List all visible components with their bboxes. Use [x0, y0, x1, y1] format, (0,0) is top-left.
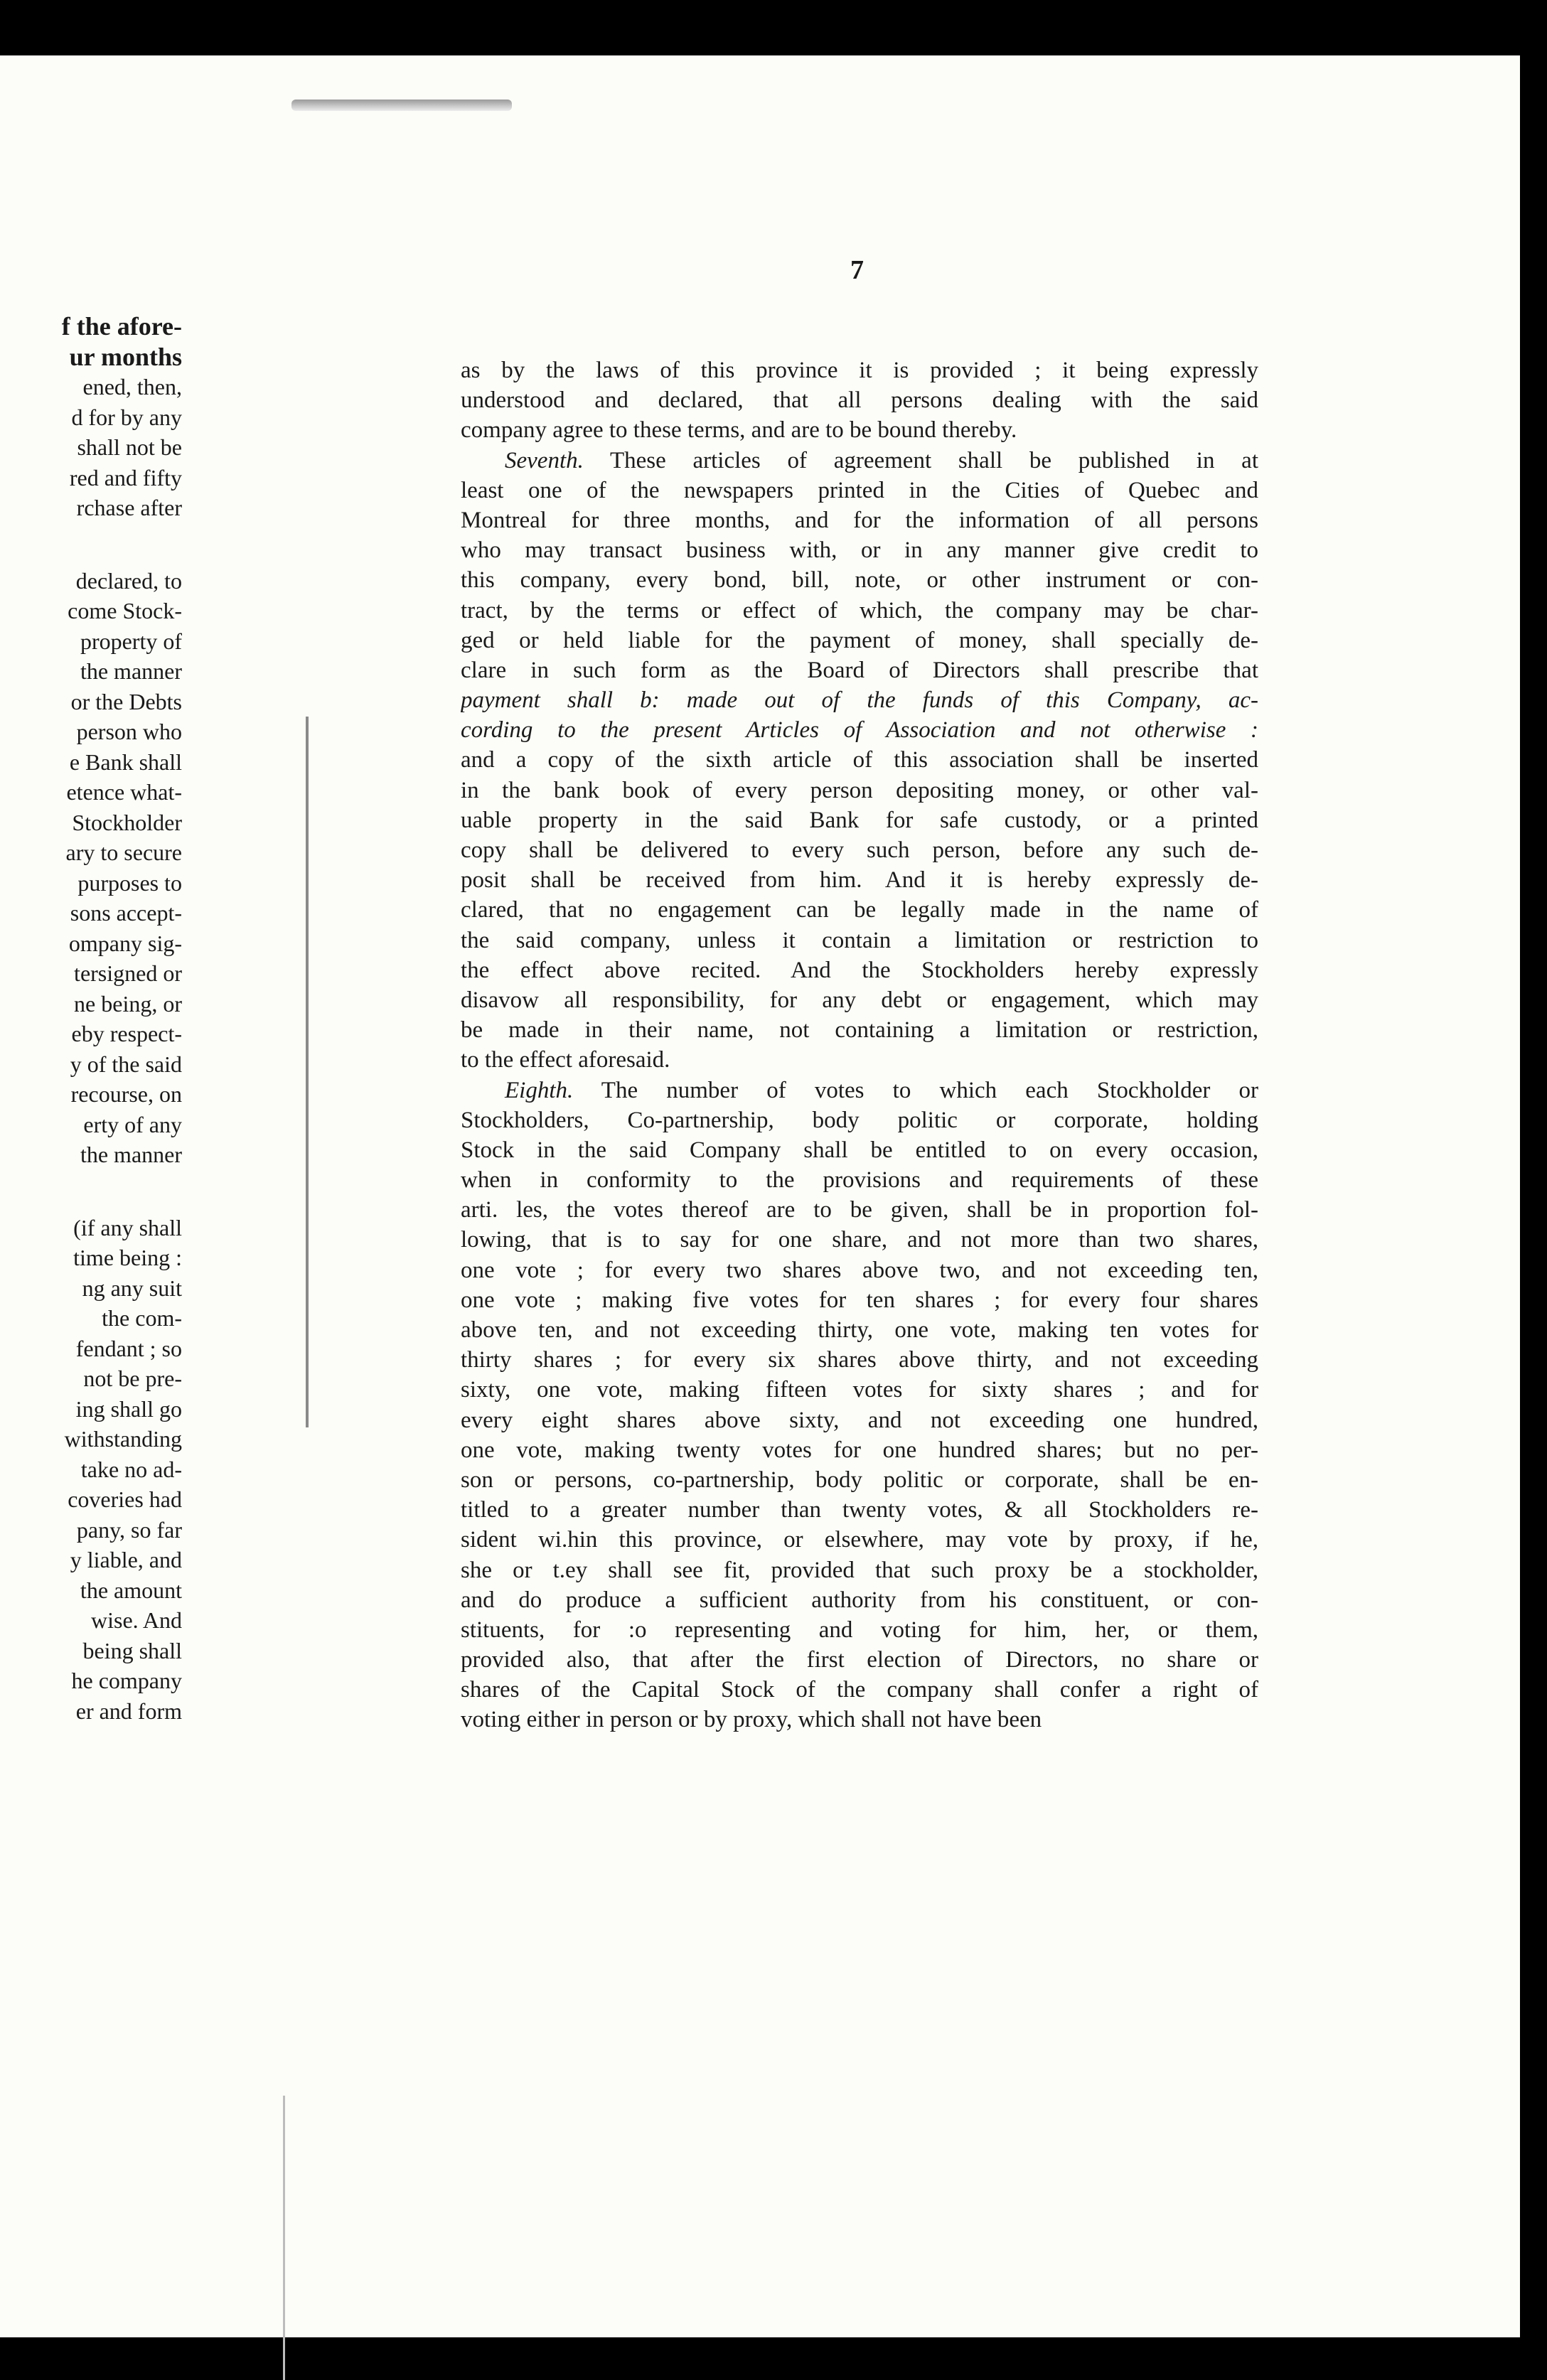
line-text: posit shall be received from him. And it is hereby expressly de- — [461, 867, 1258, 894]
line-text: and a copy of the sixth article of this association shall be inserted — [461, 747, 1258, 773]
line-text: arti. les, the votes thereof are to be given, shall be in proportion fol- — [461, 1197, 1258, 1223]
left-fragment-line: declared, to — [75, 567, 182, 594]
left-fragment-line: ne being, or — [74, 990, 182, 1017]
left-fragment-line — [0, 1170, 182, 1213]
line-text: copy shall be delivered to every such person, before any such de- — [461, 837, 1258, 863]
text-line — [461, 1525, 1258, 1555]
gutter-line — [306, 717, 309, 1427]
line-text: lowing, that is to say for one share, and not more than two shares, — [461, 1227, 1258, 1253]
paragraph — [461, 446, 1258, 1076]
line-text: The number of votes to which each Stockholder or — [573, 1077, 1258, 1103]
left-fragment-line: (if any shall — [73, 1214, 182, 1240]
line-text: clare in such form as the Board of Directors shall prescribe that — [461, 657, 1258, 683]
left-fragment-line: ng any suit — [82, 1275, 182, 1301]
line-text: least one of the newspapers printed in the Cities of Quebec and — [461, 477, 1258, 503]
line-text: Stock in the said Company shall be entitled to on every occasion, — [461, 1137, 1258, 1163]
line-text: she or t.ey shall see fit, provided that such proxy be a stockholder, — [461, 1557, 1258, 1583]
line-text: this company, every bond, bill, note, or other instrument or con- — [461, 567, 1258, 594]
left-fragment-line: e Bank shall — [69, 749, 182, 775]
paragraph — [461, 1076, 1258, 1735]
line-text: as by the laws of this province it is provided ; it being expressly — [461, 358, 1258, 383]
left-fragment-line: being shall — [82, 1637, 182, 1663]
left-fragment-line: the manner — [80, 658, 182, 684]
line-text: payment shall b: made out of the funds of this Company, ac- — [461, 687, 1258, 714]
left-fragment-line: property of — [80, 628, 182, 654]
text-line — [461, 1585, 1258, 1615]
text-line — [461, 1705, 1258, 1735]
text-line — [461, 655, 1258, 685]
line-text: the effect above recited. And the Stockholders hereby expressly — [461, 957, 1258, 983]
left-fragment-line: or the Debts — [70, 688, 182, 714]
line-text: company agree to these terms, and are to be bound thereby. — [461, 417, 1017, 444]
text-line — [461, 926, 1258, 955]
line-text: tract, by the terms or effect of which, the company may be char- — [461, 597, 1258, 623]
text-line — [461, 1405, 1258, 1435]
gutter-line-lower — [283, 2096, 285, 2380]
text-line — [461, 476, 1258, 505]
text-line — [461, 1315, 1258, 1345]
left-fragment-line: ompany sig- — [68, 930, 182, 956]
left-fragment-line: recourse, on — [70, 1081, 182, 1107]
left-page-fragment — [0, 311, 182, 1818]
text-line — [461, 685, 1258, 715]
line-text: one vote ; making five votes for ten shares ; for every four shares — [461, 1287, 1258, 1313]
left-fragment-line: Stockholder — [72, 809, 182, 835]
left-fragment-line: time being : — [73, 1245, 182, 1270]
left-fragment-line — [0, 523, 182, 566]
text-line — [461, 1645, 1258, 1675]
left-fragment-line: ary to secure — [65, 840, 182, 865]
line-text: titled to a greater number than twenty votes, & all Stockholders re- — [461, 1497, 1258, 1523]
scanned-page — [0, 55, 1520, 2337]
line-text: every eight shares above sixty, and not exceeding one hundred, — [461, 1407, 1258, 1433]
text-line — [461, 1045, 1258, 1075]
line-text: Montreal for three months, and for the information of all persons — [461, 507, 1258, 533]
text-line — [461, 1435, 1258, 1465]
page-number: 7 — [850, 255, 864, 285]
left-fragment-line: sons accept- — [70, 900, 182, 926]
left-fragment-line: ened, then, — [82, 374, 182, 400]
left-fragment-line: the manner — [80, 1142, 182, 1167]
text-line — [461, 895, 1258, 925]
line-text: shares of the Capital Stock of the company shall confer a right of — [461, 1677, 1258, 1703]
left-fragment-line: he company — [71, 1668, 182, 1693]
line-text: one vote ; for every two shares above two, and not exceeding ten, — [461, 1257, 1258, 1283]
text-line — [461, 505, 1258, 535]
left-fragment-line: y of the said — [70, 1051, 182, 1077]
line-text: ged or held liable for the payment of money, shall specially de- — [461, 627, 1258, 653]
text-line — [461, 1076, 1258, 1105]
line-text: sident wi.hin this province, or elsewhere, may vote by proxy, if he, — [461, 1527, 1258, 1553]
left-fragment-line: purposes to — [77, 869, 182, 896]
line-text: clared, that no engagement can be legally made in the name of — [461, 897, 1258, 923]
text-line — [461, 1675, 1258, 1705]
text-line — [461, 1255, 1258, 1285]
line-text: provided also, that after the first election of Directors, no share or — [461, 1647, 1258, 1673]
line-text: and do produce a sufficient authority from his constituent, or con- — [461, 1587, 1258, 1613]
line-text: the said company, unless it contain a limitation or restriction to — [461, 927, 1258, 953]
left-fragment-line: coveries had — [68, 1486, 182, 1512]
left-fragment-line: erty of any — [83, 1111, 182, 1137]
text-line — [461, 745, 1258, 775]
paragraph — [461, 355, 1258, 446]
text-line — [461, 626, 1258, 655]
line-text: who may transact business with, or in any manner give credit to — [461, 537, 1258, 564]
left-fragment-line: ur months — [69, 342, 182, 371]
text-line — [461, 415, 1258, 445]
main-text-column — [461, 355, 1258, 1735]
left-fragment-line: withstanding — [64, 1426, 182, 1452]
left-fragment-line: d for by any — [71, 404, 182, 430]
text-line — [461, 776, 1258, 805]
text-line — [461, 446, 1258, 476]
text-line — [461, 565, 1258, 595]
line-text: cording to the present Articles of Association and not otherwise : — [461, 717, 1258, 744]
left-fragment-line: wise. And — [91, 1607, 182, 1633]
text-line — [461, 1345, 1258, 1375]
text-line — [461, 1165, 1258, 1195]
text-line — [461, 596, 1258, 626]
text-line — [461, 1465, 1258, 1495]
line-text: one vote, making twenty votes for one hundred shares; but no per- — [461, 1437, 1258, 1463]
text-line — [461, 1195, 1258, 1225]
line-text: These articles of agreement shall be published in at — [583, 447, 1258, 473]
left-fragment-line: ing shall go — [75, 1395, 182, 1422]
left-fragment-line: person who — [76, 719, 182, 744]
line-text: stituents, for :o representing and voting for him, her, or them, — [461, 1617, 1258, 1643]
left-fragment-line: er and form — [75, 1698, 182, 1724]
left-fragment-line: shall not be — [77, 434, 182, 460]
paragraph-lead: Seventh. — [505, 447, 584, 473]
left-fragment-line: pany, so far — [76, 1516, 182, 1543]
text-line — [461, 385, 1258, 415]
left-fragment-line: take no ad- — [80, 1456, 182, 1482]
text-line — [461, 1015, 1258, 1045]
line-text: son or persons, co-partnership, body politic or corporate, shall be en- — [461, 1467, 1258, 1493]
line-text: when in conformity to the provisions and requirements of these — [461, 1167, 1258, 1194]
text-line — [461, 985, 1258, 1015]
left-fragment-line: tersigned or — [74, 960, 182, 986]
text-line — [461, 1285, 1258, 1315]
text-line — [461, 715, 1258, 745]
line-text: in the bank book of every person depositing money, or other val- — [461, 777, 1258, 803]
line-text: to the effect aforesaid. — [461, 1047, 670, 1073]
left-fragment-line: eby respect- — [71, 1021, 182, 1046]
left-fragment-line: come Stock- — [68, 598, 182, 623]
paragraph-lead: Eighth. — [505, 1077, 574, 1103]
text-line — [461, 1225, 1258, 1255]
left-fragment-line: f the afore- — [61, 312, 182, 341]
left-fragment-line: fendant ; so — [75, 1335, 182, 1361]
text-line — [461, 805, 1258, 835]
text-line — [461, 1555, 1258, 1585]
left-fragment-line: red and fifty — [69, 464, 182, 491]
line-text: Stockholders, Co-partnership, body politic or corporate, holding — [461, 1107, 1258, 1133]
text-line — [461, 535, 1258, 565]
line-text: understood and declared, that all persons dealing with the said — [461, 387, 1258, 414]
text-line — [461, 355, 1258, 385]
text-line — [461, 865, 1258, 895]
left-fragment-line: the com- — [102, 1305, 182, 1331]
scan-artifact-rule — [291, 100, 512, 111]
text-line — [461, 1495, 1258, 1525]
text-line — [461, 835, 1258, 865]
left-fragment-line: etence what- — [66, 779, 182, 805]
line-text: voting either in person or by proxy, which shall not have been — [461, 1707, 1042, 1733]
left-fragment-line: rchase after — [76, 495, 182, 520]
line-text: sixty, one vote, making fifteen votes for sixty shares ; and for — [461, 1377, 1258, 1403]
left-fragment-line: the amount — [80, 1577, 182, 1603]
text-line — [461, 1615, 1258, 1645]
text-line — [461, 1375, 1258, 1405]
text-line — [461, 1135, 1258, 1165]
text-line — [461, 955, 1258, 985]
text-line — [461, 1105, 1258, 1135]
line-text: thirty shares ; for every six shares above thirty, and not exceeding — [461, 1347, 1258, 1373]
line-text: be made in their name, not containing a limitation or restriction, — [461, 1017, 1258, 1044]
line-text: disavow all responsibility, for any debt or engagement, which may — [461, 987, 1258, 1013]
left-fragment-line: y liable, and — [70, 1547, 182, 1572]
line-text: above ten, and not exceeding thirty, one vote, making ten votes for — [461, 1317, 1258, 1343]
line-text: uable property in the said Bank for safe custody, or a printed — [461, 807, 1258, 833]
left-fragment-line: not be pre- — [83, 1366, 182, 1391]
